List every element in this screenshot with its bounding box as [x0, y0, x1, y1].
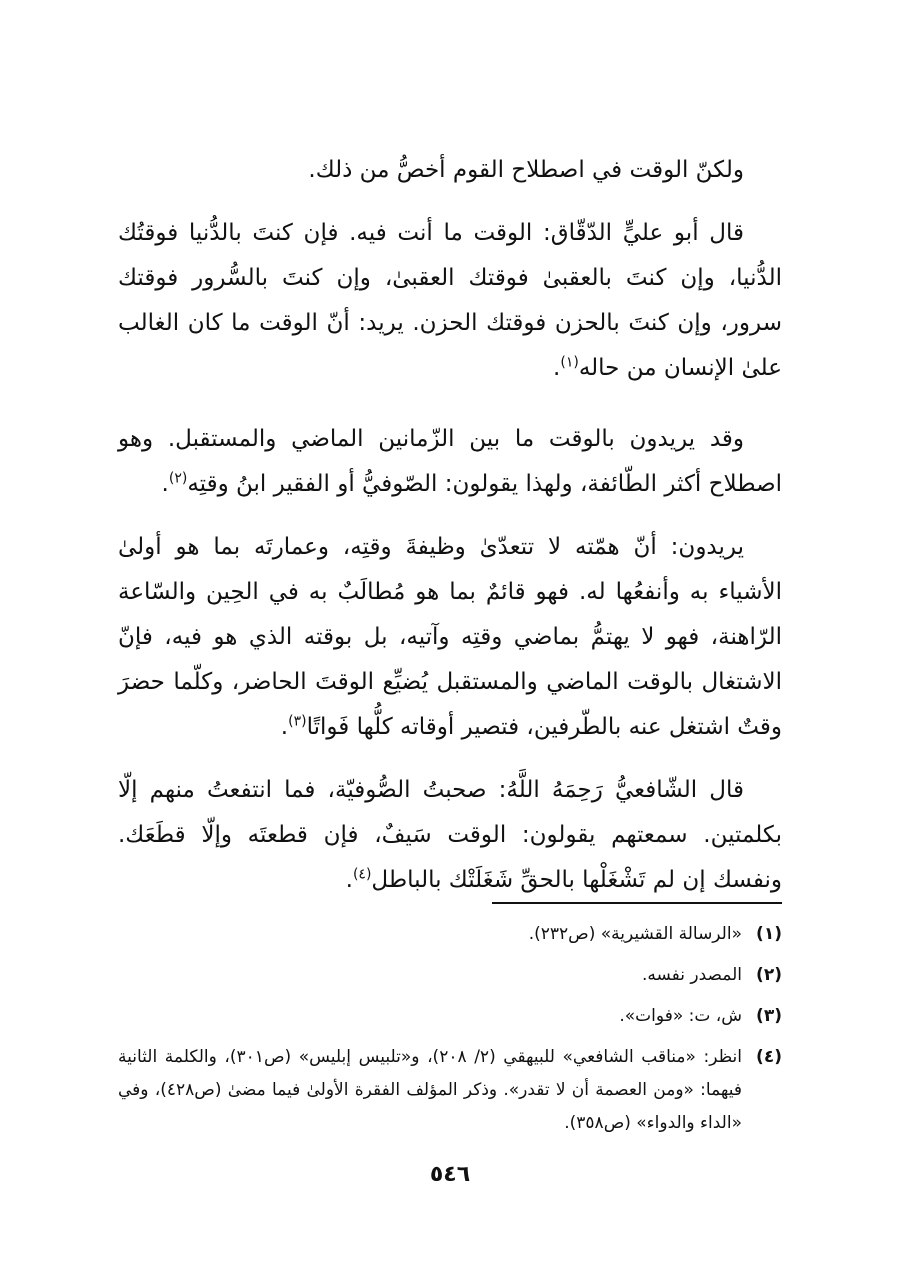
footnote-ref-1[interactable]: (١)	[560, 354, 579, 371]
paragraph-5	[118, 768, 782, 903]
paragraph-text: قال الشّافعيُّ رَحِمَهُ اللَّهُ: صحبتُ الصُّوفيّة، فما انتفعتُ منهم إلّا بكلمتين. سمعتهم يقولون: الوقت سَيفٌ، فإن قطعتَه وإلّا قطَعَك. ونفسك إن لم تَشْغَلْها بالحقِّ شَغَلَتْك بالباطل	[118, 777, 782, 893]
footnote-number: (٤)	[756, 1047, 782, 1067]
paragraph-tail: .	[280, 714, 289, 740]
paragraph-4	[118, 525, 782, 750]
footnote-text: «الرسالة القشيرية» (ص٢٣٢).	[528, 924, 742, 944]
footnote-ref-4[interactable]: (٤)	[352, 866, 372, 883]
footnote-3	[118, 1000, 782, 1033]
paragraph-text: قال أبو عليٍّ الدّقّاق: الوقت ما أنت فيه. فإن كنتَ بالدُّنيا فوقتُك الدُّنيا، وإن كنتَ بالعقبىٰ فوقتك العقبىٰ، وإن كنتَ بالسُّرور فوقتك سرور، وإن كنتَ بالحزن فوقتك الحزن. يريد: أنّ الوقت ما كان الغالب علىٰ الإنسان من حاله	[118, 220, 782, 381]
footnotes	[118, 918, 782, 1148]
footnote-2	[118, 959, 782, 992]
paragraph-3	[118, 417, 782, 507]
footnote-text: ش، ت: «فوات».	[619, 1006, 742, 1026]
paragraph-tail: .	[553, 355, 561, 381]
footnote-1	[118, 918, 782, 951]
footnote-number: (٢)	[756, 965, 782, 985]
footnote-number: (١)	[756, 924, 782, 944]
paragraph-text: يريدون: أنّ همّته لا تتعدّىٰ وظيفةَ وقتِه، وعمارتَه بما هو أولىٰ الأشياء به وأنفعُها له. فهو قائمٌ بما هو مُطالَبٌ به في الحِين والسّاعة الرّاهنة، فهو لا يهتمُّ بماضي وقتِه وآتيه، بل بوقته الذي هو فيه، فإنّ الاشتغال بالوقت الماضي والمستقبل يُضيِّع الوقتَ الحاضر، وكلّما حضرَ وقتٌ اشتغل عنه بالطّرفين، فتصير أوقاته كلُّها فَواتًا	[118, 534, 782, 740]
paragraph-tail: .	[161, 471, 169, 497]
footnote-number: (٣)	[756, 1006, 782, 1026]
paragraph-1	[118, 148, 782, 193]
footnote-text: المصدر نفسه.	[641, 965, 742, 985]
paragraph-text: وقد يريدون بالوقت ما بين الزّمانين الماضي والمستقبل. وهو اصطلاح أكثر الطّائفة، ولهذا يقولون: الصّوفيُّ أو الفقير ابنُ وقتِه	[118, 426, 782, 497]
page-number: ٥٤٦	[429, 1162, 471, 1187]
paragraph-text: ولكنّ الوقت في اصطلاح القوم أخصُّ من ذلك.	[308, 157, 744, 183]
footnote-text: انظر: «مناقب الشافعي» للبيهقي (٢/ ٢٠٨)، و«تلبيس إبليس» (ص٣٠١)، والكلمة الثانية فيهما: «ومن العصمة أن لا تقدر». وذكر المؤلف الفقرة الأولىٰ فيما مضىٰ (ص٤٢٨)، وفي «الداء والدواء» (ص٣٥٨).	[118, 1047, 743, 1133]
main-text	[118, 148, 782, 921]
paragraph-tail: .	[345, 867, 353, 893]
footnote-4	[118, 1041, 782, 1140]
footnote-ref-2[interactable]: (٢)	[168, 470, 188, 487]
footnote-divider	[492, 902, 782, 904]
footnote-ref-3[interactable]: (٣)	[288, 713, 307, 730]
paragraph-2	[118, 211, 782, 391]
